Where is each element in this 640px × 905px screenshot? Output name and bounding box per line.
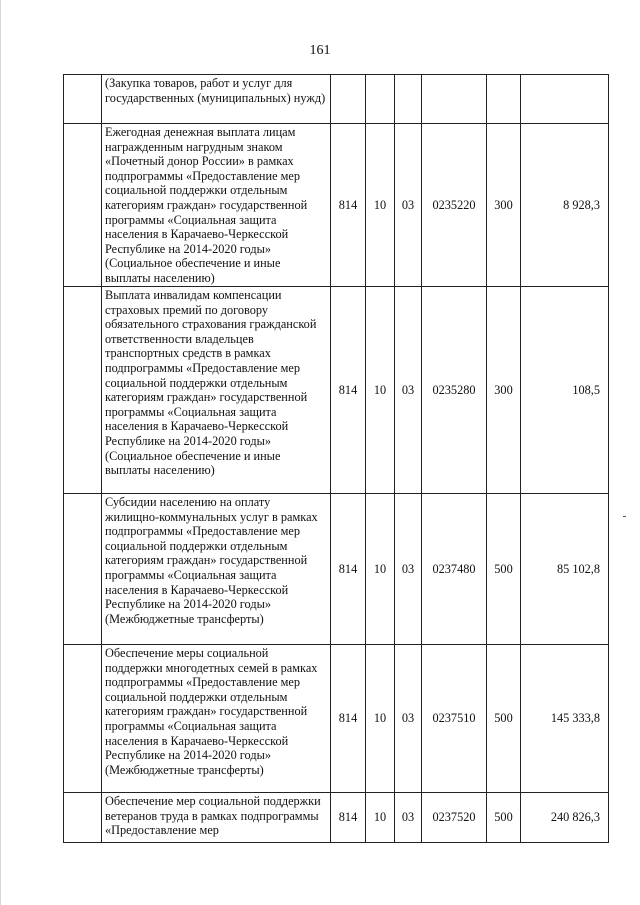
expense-type-code: 300 [487,124,521,287]
amount: 240 826,3 [521,793,609,843]
expense-type-code: 500 [487,494,521,645]
expense-type-code: 500 [487,645,521,793]
ministry-code: 814 [331,494,366,645]
table-row [64,287,609,494]
expense-type-code [487,75,521,124]
target-item-code: 0237520 [422,793,487,843]
row-description: Выплата инвалидам компенсации страховых премий по договору обязательного страхования гражданской ответственности владельцев транспортных средств в рамках подпрограммы «Предоставление мер социальной поддержки отдельным категориям граждан» государственной программы «Социальная защита населения в Карачаево-Черкесской Республике на 2014-2020 годы» (Социальное обеспечение и иные выплаты населению) [102,287,331,494]
section-code: 10 [366,645,395,793]
ministry-code: 814 [331,793,366,843]
blank-cell [64,287,102,494]
amount: 108,5 [521,287,609,494]
row-description: Обеспечение мер социальной поддержки ветеранов труда в рамках подпрограммы «Предоставление мер [102,793,331,843]
ministry-code [331,75,366,124]
row-description: (Закупка товаров, работ и услуг для государственных (муниципальных) нужд) [102,75,331,124]
blank-cell [64,645,102,793]
page-number: 161 [309,43,331,58]
subsection-code: 03 [395,793,422,843]
target-item-code [422,75,487,124]
amount: 145 333,8 [521,645,609,793]
ministry-code: 814 [331,645,366,793]
blank-cell [64,494,102,645]
table-row [64,75,609,124]
row-description: Субсидии населению на оплату жилищно-коммунальных услуг в рамках подпрограммы «Предоставление мер социальной поддержки отдельным категориям граждан» государственной программы «Социальная защита населения в Карачаево-Черкесской Республике на 2014-2020 годы» (Межбюджетные трансферты) [102,494,331,645]
amount [521,75,609,124]
blank-cell [64,124,102,287]
section-code: 10 [366,124,395,287]
section-code: 10 [366,494,395,645]
subsection-code: 03 [395,287,422,494]
section-code: 10 [366,793,395,843]
table-row [64,124,609,287]
blank-cell [64,75,102,124]
table-row [64,793,609,843]
table-row [64,494,609,645]
scan-edge-line [0,0,1,905]
ministry-code: 814 [331,124,366,287]
target-item-code: 0237510 [422,645,487,793]
target-item-code: 0235280 [422,287,487,494]
blank-cell [64,793,102,843]
ministry-code: 814 [331,287,366,494]
row-description: Ежегодная денежная выплата лицам награжденным нагрудным знаком «Почетный донор России» в рамках подпрограммы «Предоставление мер социальной поддержки отдельным категориям граждан» государственной программы «Социальная защита населения в Карачаево-Черкесской Республике на 2014-2020 годы» (Социальное обеспечение и иные выплаты населению) [102,124,331,287]
section-code: 10 [366,287,395,494]
expense-type-code: 300 [487,287,521,494]
section-code [366,75,395,124]
amount: 85 102,8 [521,494,609,645]
subsection-code [395,75,422,124]
table-row [64,645,609,793]
expense-type-code: 500 [487,793,521,843]
subsection-code: 03 [395,124,422,287]
budget-table [63,74,609,843]
scan-speck [623,516,626,517]
target-item-code: 0237480 [422,494,487,645]
subsection-code: 03 [395,645,422,793]
amount: 8 928,3 [521,124,609,287]
target-item-code: 0235220 [422,124,487,287]
subsection-code: 03 [395,494,422,645]
row-description: Обеспечение меры социальной поддержки многодетных семей в рамках подпрограммы «Предоставление мер социальной поддержки отдельным категориям граждан» государственной программы «Социальная защита населения в Карачаево-Черкесской Республике на 2014-2020 годы» (Межбюджетные трансферты) [102,645,331,793]
